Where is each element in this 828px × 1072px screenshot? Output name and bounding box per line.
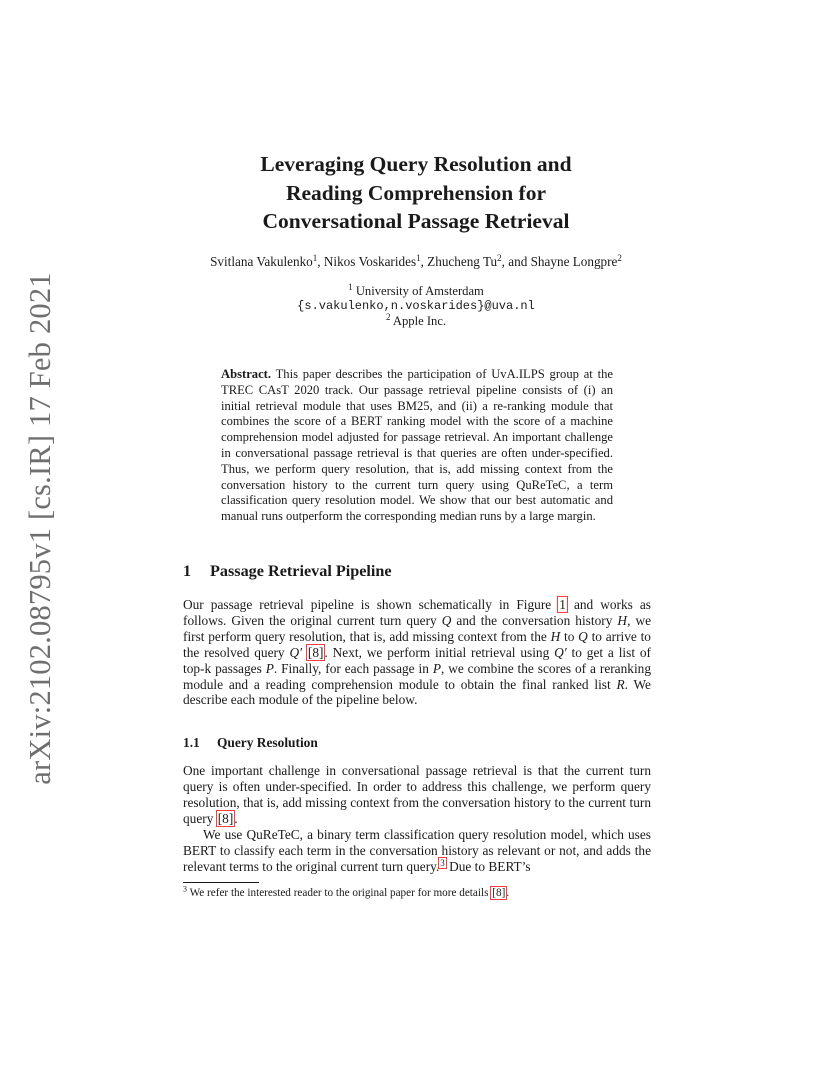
arxiv-identifier — [18, 271, 62, 785]
paragraph-text: and the conversation history — [451, 612, 618, 628]
math-symbol: R — [616, 676, 625, 692]
footnote-text: We refer the interested reader to the original paper for more details — [189, 887, 492, 899]
citation-link[interactable]: [8] — [492, 887, 506, 899]
subsection-paragraph — [183, 763, 651, 827]
math-symbol: Q — [578, 628, 588, 644]
math-symbol: Q — [441, 612, 452, 628]
author-separator: , — [317, 254, 324, 269]
footnote-divider — [183, 882, 259, 883]
footnote-text-end: . — [506, 887, 510, 899]
author-name: Zhucheng Tu — [427, 254, 498, 269]
math-symbol: Q′ — [554, 644, 567, 660]
affiliation-name: Apple Inc. — [392, 314, 447, 328]
paragraph-text: . Next, we perform initial retrieval using — [324, 644, 555, 660]
affiliation-1 — [200, 283, 632, 299]
paragraph-text: One important challenge in conversational passage retrieval is that the current turn query is often under-specified. In order to address this challenge, we perform query resolution, that is, add missing context from the conversation history to the current turn query — [183, 763, 651, 826]
footnote — [183, 886, 651, 900]
affiliation-name: University of Amsterdam — [355, 284, 484, 298]
author-affiliation-mark: 1 — [416, 253, 421, 264]
author-emails[interactable]: {s.vakulenko,n.voskarides}@uva.nl — [297, 299, 535, 313]
footnote-mark: 3 — [183, 884, 187, 894]
affiliation-number: 2 — [385, 312, 391, 323]
subsection-paragraph — [183, 827, 651, 875]
title-line: Conversational Passage Retrieval — [262, 209, 570, 233]
section-heading — [183, 561, 392, 581]
abstract — [221, 367, 613, 525]
footnote-reference-link[interactable]: 3 — [440, 857, 445, 868]
math-symbol: H — [617, 612, 628, 628]
subsection-heading — [183, 734, 318, 751]
paragraph-text: We use QuReTeC, a binary term classification query resolution model, which uses BERT to classify each term in the conversation history as relevant or not, and adds the relevant terms to the original current turn query. — [183, 827, 651, 874]
abstract-label: Abstract. — [221, 367, 272, 381]
author-list — [150, 253, 682, 271]
section-paragraph — [183, 597, 651, 708]
paragraph-text: to — [560, 628, 579, 644]
paragraph-text: Due to BERT’s — [445, 858, 531, 874]
citation-link[interactable]: [8] — [307, 644, 324, 660]
author-affiliation-mark: 2 — [497, 253, 502, 264]
subsection-title: Query Resolution — [217, 735, 318, 750]
section-title: Passage Retrieval Pipeline — [210, 562, 392, 580]
paragraph-text: Our passage retrieval pipeline is shown schematically in Figure — [183, 597, 559, 612]
author-separator: , and — [501, 254, 531, 269]
paragraph-text: and works as follows. Given the original current turn query — [183, 597, 651, 628]
author-name: Shayne Longpre — [530, 254, 618, 269]
math-symbol: P — [265, 660, 274, 676]
arxiv-identifier-text: arXiv:2102.08795v1 [cs.IR] 17 Feb 2021 — [22, 271, 57, 785]
title-line: Reading Comprehension for — [285, 180, 546, 205]
author-separator: , — [420, 254, 428, 269]
paragraph-text: . Finally, for each passage in — [273, 660, 433, 676]
citation-link[interactable]: [8] — [217, 810, 234, 826]
author-name: Nikos Voskarides — [323, 254, 417, 269]
paragraph-text: , we first perform query resolution, that is, add missing context from the — [183, 612, 652, 644]
section-number: 1 — [183, 562, 192, 580]
abstract-text: This paper describes the participation of UvA.ILPS group at the TREC CAsT 2020 track. Our passage retrieval pipeline consists of (i) an initial retrieval module that uses BM25, and (ii) a re-ranking module that combines the score of a BERT ranking model with the score of a machine comprehension model adjusted for passage retrieval. An important challenge in conversational passage retrieval is that queries are often under-specified. Thus, we perform query resolution, that is, add missing context from the conversation history to the current turn query using QuReTeC, a term classification query resolution model. We show that our best automatic and manual runs outperform the corresponding median runs by a large margin. — [221, 367, 614, 524]
subsection-number: 1.1 — [183, 735, 200, 750]
paragraph-text: to get a list of top-k passages — [183, 644, 651, 676]
affiliation-number: 1 — [348, 282, 353, 293]
figure-reference-link[interactable]: 1 — [559, 597, 566, 612]
math-symbol: P — [432, 660, 441, 676]
paragraph-text: . We describe each module of the pipeline below. — [183, 676, 651, 708]
paragraph-text: . — [234, 810, 238, 826]
math-symbol: Q′ — [289, 644, 303, 660]
author-name: Svitlana Vakulenko — [210, 254, 313, 269]
paragraph-text: to arrive to the resolved query — [183, 628, 651, 660]
title-line: Leveraging Query Resolution and — [260, 152, 572, 176]
author-affiliation-mark: 2 — [617, 253, 622, 264]
author-affiliation-mark: 1 — [312, 253, 318, 264]
math-symbol: H — [550, 628, 561, 644]
paper-title — [180, 150, 652, 236]
paragraph-text: , we combine the scores of a reranking module and a reading comprehension module to obtain the final ranked list — [183, 660, 652, 692]
affiliation-2 — [200, 313, 632, 329]
